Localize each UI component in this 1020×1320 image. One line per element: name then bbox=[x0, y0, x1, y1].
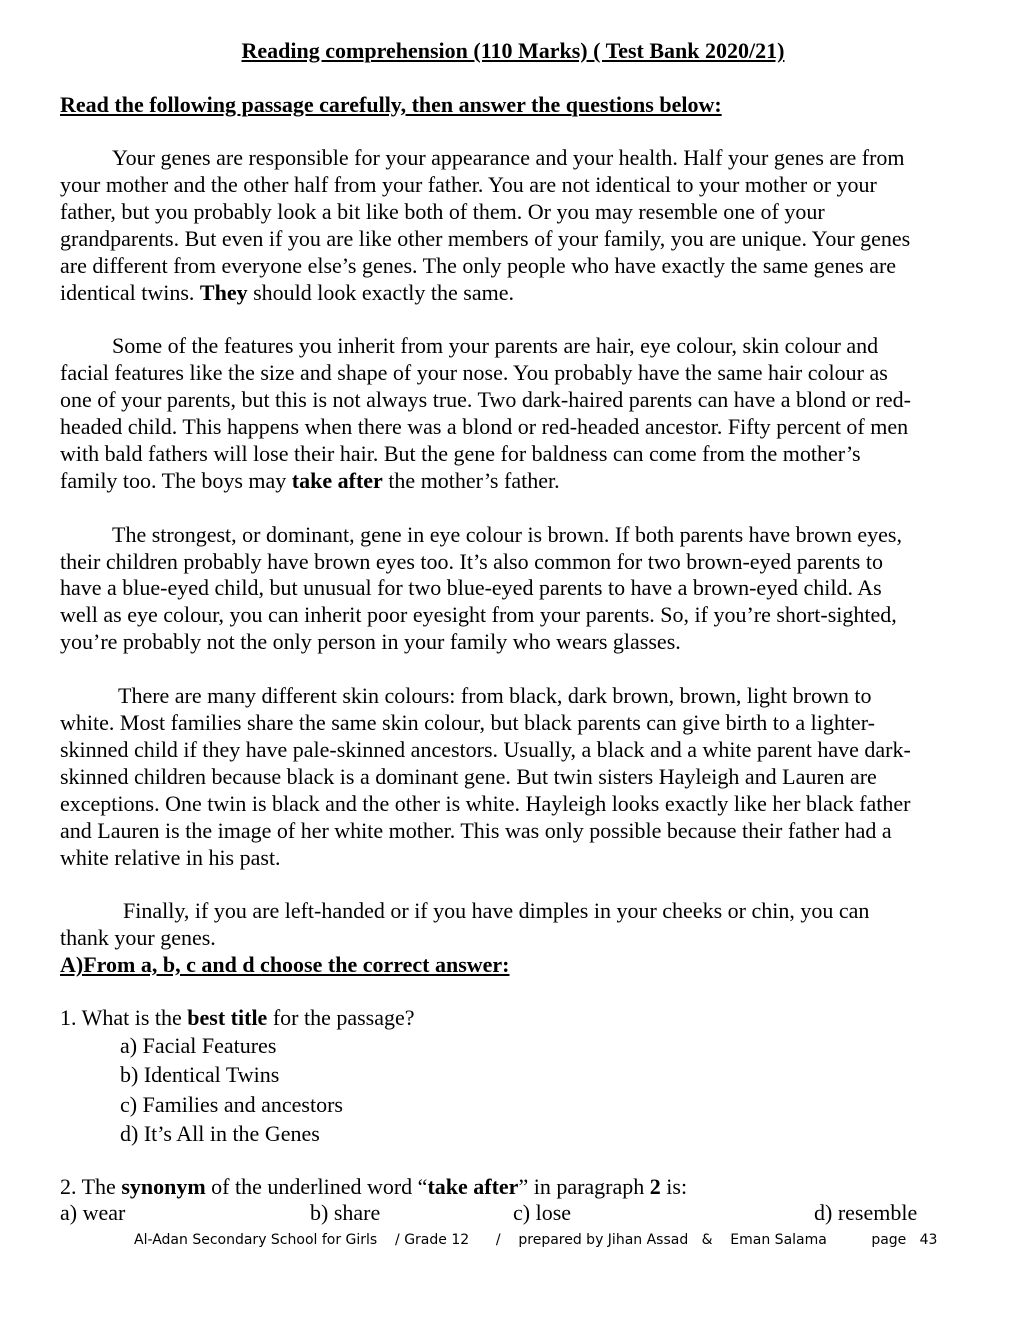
passage-line: grandparents. But even if you are like other members of your family, you are unique. Your genes bbox=[60, 225, 911, 251]
passage-line: The strongest, or dominant, gene in eye colour is brown. If both parents have brown eyes, bbox=[112, 521, 902, 547]
question-text: for the passage? bbox=[267, 1005, 415, 1030]
passage-line: you’re probably not the only person in your family who wears glasses. bbox=[60, 629, 681, 655]
passage-line: well as eye colour, you can inherit poor eyesight from your parents. So, if you’re short-sighted, bbox=[60, 602, 897, 628]
passage-text: should look exactly the same. bbox=[247, 279, 514, 305]
option-c[interactable]: c) Families and ancestors bbox=[120, 1091, 343, 1117]
question-1 bbox=[60, 1005, 415, 1031]
option-b[interactable]: b) Identical Twins bbox=[120, 1062, 280, 1088]
passage-line: thank your genes. bbox=[60, 925, 216, 951]
passage-line: father, but you probably look a bit like both of them. Or you may resemble one of your bbox=[60, 198, 825, 224]
passage-line: one of your parents, but this is not always true. Two dark-haired parents can have a blond or red- bbox=[60, 387, 911, 413]
passage-line: skinned children because black is a dominant gene. But twin sisters Hayleigh and Lauren are bbox=[60, 763, 877, 789]
passage-paragraph-2 bbox=[60, 333, 970, 494]
passage-line: exceptions. One twin is black and the other is white. Hayleigh looks exactly like her black father bbox=[60, 790, 911, 816]
passage-paragraph-3 bbox=[60, 522, 970, 657]
passage-line: their children probably have brown eyes too. It’s also common for two brown-eyed parents to bbox=[60, 548, 883, 574]
option-d[interactable]: d) It’s All in the Genes bbox=[120, 1120, 320, 1146]
passage-line: Finally, if you are left-handed or if you have dimples in your cheeks or chin, you can bbox=[123, 898, 870, 924]
passage-line: white relative in his past. bbox=[60, 844, 281, 870]
passage-line: headed child. This happens when there was a blond or red-headed ancestor. Fifty percent of men bbox=[60, 414, 909, 440]
passage-line bbox=[60, 468, 970, 495]
option-c[interactable]: c) lose bbox=[513, 1200, 572, 1225]
question-2-options bbox=[60, 1200, 940, 1226]
passage-line: are different from everyone else’s genes. The only people who have exactly the same genes are bbox=[60, 252, 897, 278]
question-keyword: best title bbox=[187, 1005, 268, 1030]
question-text: of the underlined word “ bbox=[205, 1174, 428, 1199]
option-d[interactable]: d) resemble bbox=[814, 1200, 918, 1225]
passage-line: your mother and the other half from your father. You are not identical to your mother or your bbox=[60, 171, 877, 197]
page-title: Reading comprehension (110 Marks) ( Test Bank 2020/21) bbox=[241, 38, 785, 63]
option-a[interactable]: a) wear bbox=[60, 1200, 126, 1225]
question-keyword: 2 bbox=[649, 1174, 661, 1199]
question-2 bbox=[60, 1174, 687, 1200]
question-1-options bbox=[120, 1031, 343, 1148]
passage-paragraph-4 bbox=[60, 683, 970, 871]
page-footer: Al-Adan Secondary School for Girls / Grade 12 / prepared by Jihan Assad & Eman Salama page 43 bbox=[134, 1232, 938, 1248]
question-keyword: synonym bbox=[121, 1174, 206, 1199]
section-a-heading: A)From a, b, c and d choose the correct answer: bbox=[60, 952, 510, 977]
passage-line: facial features like the size and shape of your nose. You probably have the same hair colour as bbox=[60, 360, 888, 386]
passage-line: Your genes are responsible for your appearance and your health. Half your genes are from bbox=[112, 145, 905, 170]
question-text: 1. What is the bbox=[60, 1005, 188, 1030]
passage-line: white. Most families share the same skin colour, but black parents can give birth to a lighter- bbox=[60, 709, 875, 735]
passage-paragraph-1 bbox=[60, 145, 970, 306]
passage-text: family too. The boys may bbox=[60, 467, 292, 493]
reading-passage bbox=[60, 145, 970, 979]
question-text: 2. The bbox=[60, 1174, 122, 1199]
key-phrase-take-after: take after bbox=[291, 467, 383, 493]
passage-line: have a blue-eyed child, but unusual for two blue-eyed parents to have a brown-eyed child. As bbox=[60, 575, 882, 601]
passage-line: and Lauren is the image of her white mother. This was only possible because their father had a bbox=[60, 817, 892, 843]
question-keyword: take after bbox=[427, 1174, 519, 1199]
passage-line: Some of the features you inherit from your parents are hair, eye colour, skin colour and bbox=[112, 333, 879, 359]
passage-line: with bald fathers will lose their hair. But the gene for baldness can come from the mother’s bbox=[60, 440, 861, 466]
reading-instruction: Read the following passage carefully, then answer the questions below: bbox=[60, 92, 722, 117]
option-a[interactable]: a) Facial Features bbox=[120, 1033, 277, 1058]
passage-text: identical twins. bbox=[60, 279, 200, 305]
passage-line: skinned child if they have pale-skinned ancestors. Usually, a black and a white parent have dark- bbox=[60, 736, 911, 762]
passage-paragraph-5 bbox=[60, 898, 970, 952]
passage-line bbox=[60, 280, 970, 307]
passage-text: the mother’s father. bbox=[382, 467, 560, 493]
referent-word-they: They bbox=[199, 279, 248, 305]
option-b[interactable]: b) share bbox=[310, 1200, 381, 1225]
passage-line: There are many different skin colours: from black, dark brown, brown, light brown to bbox=[118, 683, 872, 709]
question-text: is: bbox=[660, 1174, 688, 1199]
question-text: ” in paragraph bbox=[518, 1174, 650, 1199]
